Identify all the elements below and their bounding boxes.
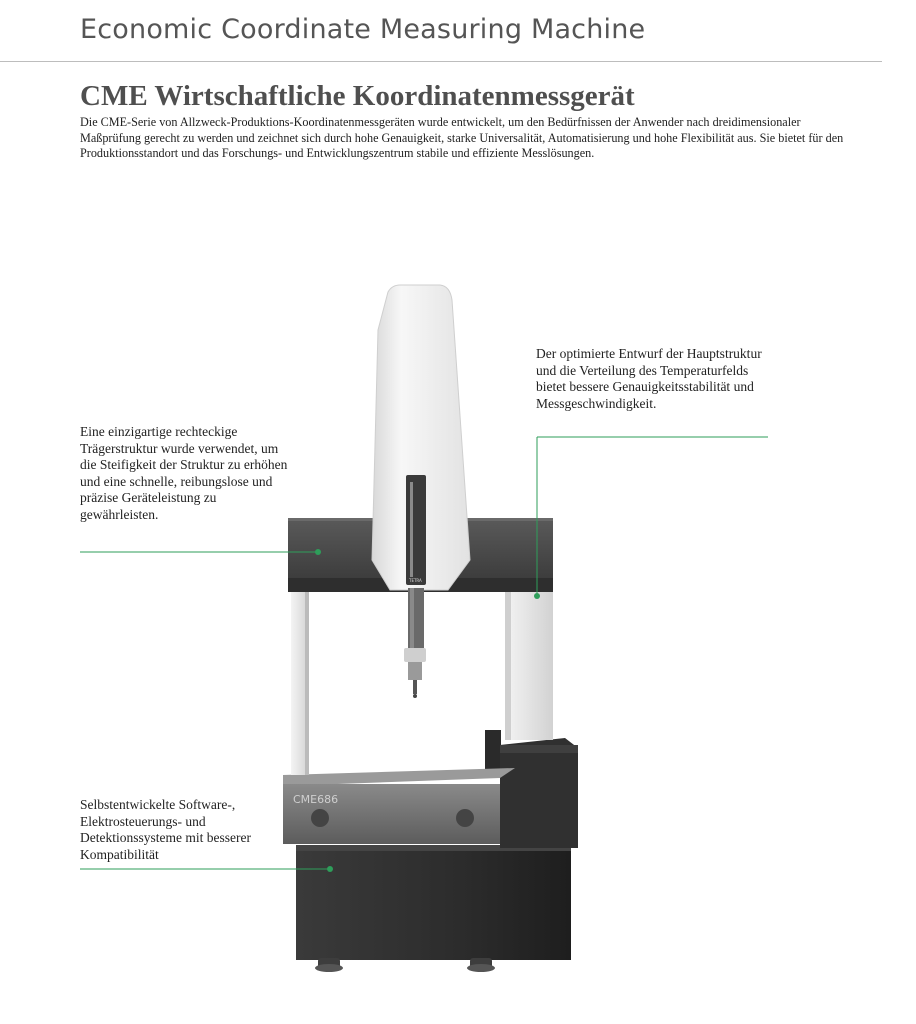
- z-column: [372, 285, 470, 590]
- probe-assembly: [404, 588, 426, 698]
- left-column: [291, 590, 309, 775]
- page-title: Economic Coordinate Measuring Machine: [80, 14, 646, 45]
- model-label: CME686: [293, 793, 339, 806]
- callout-beam-structure: Eine einzigartige rechteckige Trägerstruktur wurde verwendet, um die Steifigkeit der Struktur zu erhöhen und eine schnelle, reibungslose und präzise Geräteleistung zu gewährleisten.: [80, 424, 288, 522]
- granite-table: [283, 768, 515, 844]
- product-title: CME Wirtschaftliche Koordinatenmessgerät: [80, 80, 635, 112]
- callout-software: Selbstentwickelte Software-, Elektrosteuerungs- und Detektionssysteme mit besserer Kompatibilität: [80, 797, 251, 862]
- product-description: Die CME-Serie von Allzweck-Produktions-Koordinatenmessgeräten wurde entwickelt, um den Bedürfnissen der Anwender nach dreidimensionaler Maßprüfung gerecht zu werden und zeichnet sich durch hohe Genauigkeit, starke Universalität, Automatisierung und hohe Flexibilität aus. Sie bietet für den Produktionsstandort und das Forschungs- und Entwicklungszentrum stabile und effiziente Messlösungen.: [80, 115, 844, 160]
- right-column: [505, 590, 553, 740]
- callout-main-structure: Der optimierte Entwurf der Hauptstruktur und die Verteilung des Temperaturfelds bietet bessere Genauigkeitsstabilität und Messgeschwindigkeit.: [536, 346, 762, 411]
- machine-base: [296, 845, 571, 972]
- ram-brand: TETRA: [409, 578, 422, 583]
